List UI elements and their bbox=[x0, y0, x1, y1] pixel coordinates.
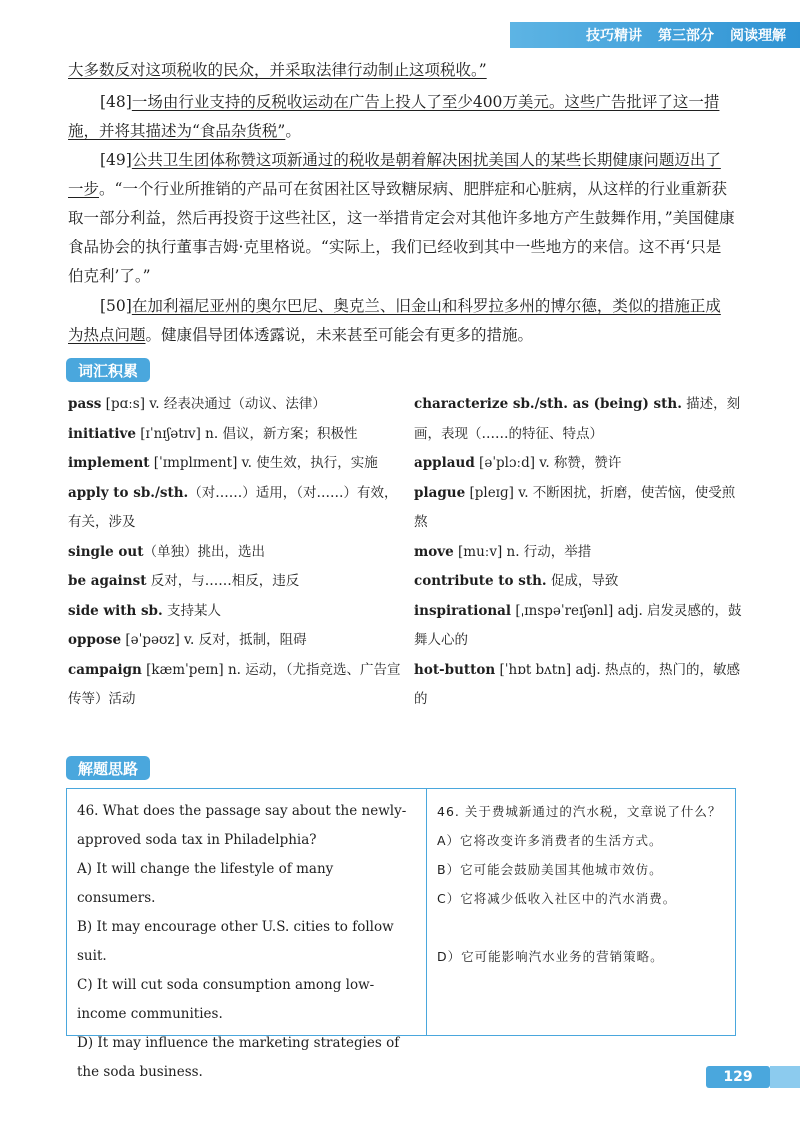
option-b-en: B) It may encourage other U.S. cities to follow suit. bbox=[77, 919, 394, 964]
vocab-entry bbox=[414, 390, 744, 449]
vocab-word: side with sb. bbox=[68, 602, 163, 619]
passage-p0-text: 大多数反对这项税收的民众，并采取法律行动制止这项税收。” bbox=[68, 61, 487, 79]
vocab-word: oppose bbox=[68, 632, 122, 648]
vocab-entry bbox=[68, 626, 404, 656]
vocab-word: campaign bbox=[68, 661, 142, 678]
vocab-word: single out bbox=[68, 543, 144, 560]
chapter-header bbox=[510, 22, 800, 48]
option-c-cn: C）它将减少低收入社区中的汽水消费。 bbox=[437, 891, 677, 906]
question-box bbox=[66, 788, 736, 1080]
passage-p49-underlined: 公共卫生团体称赞这项新通过的税收是朝着解决困扰美国人的某些长期健康问题迈出了一步 bbox=[68, 151, 721, 198]
vocab-definition: [muːv] n. 行动，举措 bbox=[453, 543, 592, 560]
passage-paragraph-48 bbox=[68, 88, 736, 146]
header-part1: 技巧精讲 bbox=[586, 28, 642, 44]
vocab-list-left bbox=[68, 390, 404, 715]
vocab-definition: 支持某人 bbox=[162, 602, 221, 619]
passage-p48-rest: 。 bbox=[285, 122, 301, 140]
vocab-entry bbox=[68, 567, 404, 597]
vocab-word: be against bbox=[68, 573, 147, 589]
vocab-word: implement bbox=[68, 455, 150, 471]
analysis-section-title: 解题思路 bbox=[66, 756, 150, 780]
paragraph-number-49: [49] bbox=[100, 151, 132, 169]
vocab-definition: 反对，与……相反，违反 bbox=[146, 573, 300, 589]
question-stem-en: 46. What does the passage say about the newly-approved soda tax in Philadelphia? bbox=[77, 803, 407, 848]
vocab-list-right bbox=[414, 390, 744, 715]
header-part3: 阅读理解 bbox=[730, 28, 786, 44]
option-b-cn: B）它可能会鼓励美国其他城市效仿。 bbox=[437, 862, 663, 877]
passage-p49-rest: 。“一个行业所推销的产品可在贫困社区导致糖尿病、肥胖症和心脏病，从这样的行业重新获取一部分利益，然后再投资于这些社区，这一举措肯定会对其他许多地方产生鼓舞作用，”美国健康食品协会的执行董事吉姆·克里格说。“实际上，我们已经收到其中一些地方的来信。这不再‘只是伯克利’了。” bbox=[68, 180, 735, 285]
vocab-entry bbox=[414, 479, 744, 538]
vocab-definition: [kæmˈpeɪn] n. 运动，（尤指竞选、广告宣传等）活动 bbox=[68, 661, 401, 707]
vocab-entry bbox=[68, 656, 404, 715]
vocab-entry bbox=[68, 420, 404, 450]
option-a-cn: A）它将改变许多消费者的生活方式。 bbox=[437, 833, 663, 848]
passage-p50-rest: 。健康倡导团体透露说，未来甚至可能会有更多的措施。 bbox=[145, 326, 534, 344]
page-number: 129 bbox=[706, 1066, 770, 1088]
paragraph-number-50: [50] bbox=[100, 297, 132, 315]
vocab-definition: [ˈɪmplɪment] v. 使生效，执行，实施 bbox=[149, 455, 378, 471]
passage-p50-underlined: 在加利福尼亚州的奥尔巴尼、奥克兰、旧金山和科罗拉多州的博尔德，类似的措施正成为热点问题 bbox=[68, 297, 721, 344]
question-english bbox=[67, 789, 427, 1080]
vocab-entry bbox=[68, 597, 404, 627]
vocab-word: characterize sb./sth. as (being) sth. bbox=[414, 396, 682, 412]
vocab-entry bbox=[414, 656, 744, 715]
vocab-entry bbox=[414, 597, 744, 656]
header-part2: 第三部分 bbox=[658, 28, 714, 44]
vocab-entry bbox=[68, 479, 404, 538]
passage-p48-underlined: 一场由行业支持的反税收运动在广告上投人了至少400万美元。这些广告批评了这一措施，并将其描述为“食品杂货税” bbox=[68, 93, 720, 140]
option-d-cn: D）它可能影响汽水业务的营销策略。 bbox=[437, 949, 664, 964]
vocab-word: hot-button bbox=[414, 661, 496, 678]
vocab-definition: [əˈpəʊz] v. 反对，抵制，阻碍 bbox=[121, 632, 307, 648]
vocab-entry bbox=[414, 449, 744, 479]
vocab-definition: [ɪˈnɪʃətɪv] n. 倡议，新方案；积极性 bbox=[135, 425, 358, 442]
vocab-word: plague bbox=[414, 484, 466, 501]
passage-paragraph-50 bbox=[68, 292, 736, 350]
vocab-word: apply to sb./sth. bbox=[68, 484, 189, 501]
vocab-entry bbox=[414, 567, 744, 597]
option-c-en: C) It will cut soda consumption among low-income communities. bbox=[77, 977, 375, 1022]
vocab-word: initiative bbox=[68, 425, 136, 442]
paragraph-number-48: [48] bbox=[100, 93, 132, 111]
vocab-definition: [əˈplɔːd] v. 称赞，赞许 bbox=[474, 455, 622, 471]
page-number-strip bbox=[770, 1066, 800, 1088]
vocab-word: inspirational bbox=[414, 602, 512, 619]
vocab-word: applaud bbox=[414, 455, 475, 471]
vocab-definition: [ˌɪnspəˈreɪʃənl] adj. 启发灵感的，鼓舞人心的 bbox=[414, 602, 742, 648]
vocab-entry bbox=[68, 390, 404, 420]
passage-paragraph-49 bbox=[68, 146, 736, 291]
vocab-definition: 促成，导致 bbox=[546, 573, 619, 589]
vocab-definition: [pɑːs] v. 经表决通过（动议、法律） bbox=[101, 396, 326, 412]
vocab-definition: [ˈhɒt bʌtn] adj. 热点的，热门的，敏感的 bbox=[414, 661, 740, 707]
option-a-en: A) It will change the lifestyle of many consumers. bbox=[77, 861, 334, 906]
question-stem-cn: 46. 关于费城新通过的汽水税，文章说了什么？ bbox=[437, 804, 722, 819]
vocab-definition: 描述，刻画，表现（……的特征、特点） bbox=[414, 396, 741, 442]
vocab-entry bbox=[68, 449, 404, 479]
vocab-definition: （对……）适用，（对……）有效，有关，涉及 bbox=[68, 484, 398, 530]
option-d-en: D) It may influence the marketing strategies of the soda business. bbox=[77, 1035, 400, 1080]
vocab-word: pass bbox=[68, 396, 102, 412]
question-chinese bbox=[427, 789, 735, 1035]
vocab-section-title: 词汇积累 bbox=[66, 358, 150, 382]
vocab-word: move bbox=[414, 543, 454, 560]
passage-paragraph-0 bbox=[68, 56, 736, 85]
vocab-entry bbox=[68, 538, 404, 568]
vocab-definition: （单独）挑出，选出 bbox=[143, 543, 265, 560]
vocab-entry bbox=[414, 538, 744, 568]
vocab-definition: [pleɪɡ] v. 不断困扰，折磨，使苦恼，使受煎熬 bbox=[414, 484, 736, 530]
vocab-word: contribute to sth. bbox=[414, 573, 547, 589]
